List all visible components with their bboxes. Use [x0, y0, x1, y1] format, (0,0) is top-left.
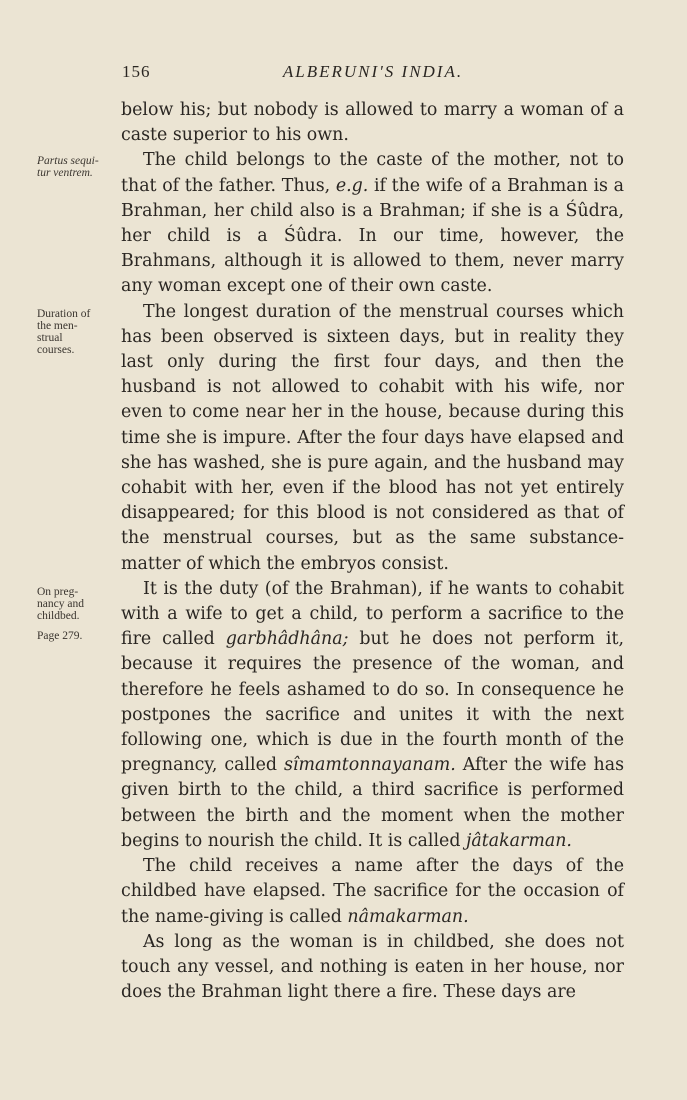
margin-note-line: strual: [37, 332, 63, 344]
margin-note-line: nancy and: [37, 598, 84, 610]
page-header: [122, 62, 624, 86]
margin-note-line: Page 279.: [37, 630, 83, 642]
paragraph-text: The child receives a name after the days of the childbed have elapsed. The sacrifice for the occasion of the name-giving is called: [121, 856, 624, 927]
margin-note-line: Partus sequi-: [37, 155, 99, 167]
paragraph-text: but he does not perform it, because it requires the presence of the woman, and therefore he feels ashamed to do so. In consequence he postpones the sacrifice and unites it with the next following one, which is due in the fourth month of the pregnancy, called: [121, 629, 624, 776]
paragraph: [121, 854, 624, 930]
paragraph: below his; but nobody is allowed to marry a woman of a caste superior to his own.: [121, 100, 624, 146]
paragraph: As long as the woman is in childbed, she does not touch any vessel, and nothing is eaten in her house, nor does the Brahman light there a fire. These days are: [121, 931, 624, 1003]
margin-note-pregnancy: [37, 586, 117, 622]
running-title: ALBERUNI'S INDIA.: [282, 62, 464, 81]
margin-note-line: Duration of: [37, 308, 91, 320]
paragraph-text: It is the duty (of the Brahman), if he wants to cohabit with a wife to get a child, to perform a sacrifice to the fire called: [121, 578, 624, 650]
margin-note-line: the men-: [37, 320, 78, 332]
sanskrit-term: sîmamtonnayanam.: [283, 755, 456, 776]
margin-note-duration: [37, 308, 117, 356]
paragraph-text: After the wife has given birth to the child, a third sacrifice is performed between the birth and the moment when the mother begins to nourish the child. It is called: [121, 755, 625, 851]
margin-note-line: childbed.: [37, 610, 80, 622]
page-number: 156: [122, 62, 151, 81]
margin-note-line: courses.: [37, 344, 75, 356]
sanskrit-term: garbhâdhâna;: [225, 629, 349, 650]
margin-note-page-ref: [37, 630, 117, 642]
sanskrit-term: nâmakarman.: [347, 906, 469, 927]
margin-note-line: On preg-: [37, 586, 79, 598]
margin-note-partus: [37, 155, 117, 179]
margin-note-line: tur ventrem.: [37, 167, 93, 179]
sanskrit-term: jâtakarman.: [466, 830, 572, 851]
paragraph-text: The child belongs to the caste of the mother, not to that of the father. Thus,: [121, 150, 624, 196]
paragraph: [121, 577, 624, 854]
paragraph-italic: e.g.: [335, 175, 369, 196]
body-text: [121, 98, 624, 1005]
paragraph: The longest duration of the menstrual courses which has been observed is sixteen days, but in reality they last only during the first four days, and then the husband is not allowed to cohabit with his wife, nor even to come near her in the house, because during this time she is impure. After the four days have elapsed and she has washed, she is pure again, and the husband may cohabit with her, even if the blood has not yet entirely disappeared; for this blood is not considered as that of the menstrual courses, but as the same substance-matter of which the embryos consist.: [121, 301, 624, 574]
paragraph: [121, 148, 624, 299]
paragraph-text: if the wife of a Brahman is a Brahman, her child also is a Brahman; if she is a Śûdra, her child is a Śûdra. In our time, however, the Brahmans, although it is allowed to them, never marry any woman except one of their own caste.: [121, 175, 624, 297]
